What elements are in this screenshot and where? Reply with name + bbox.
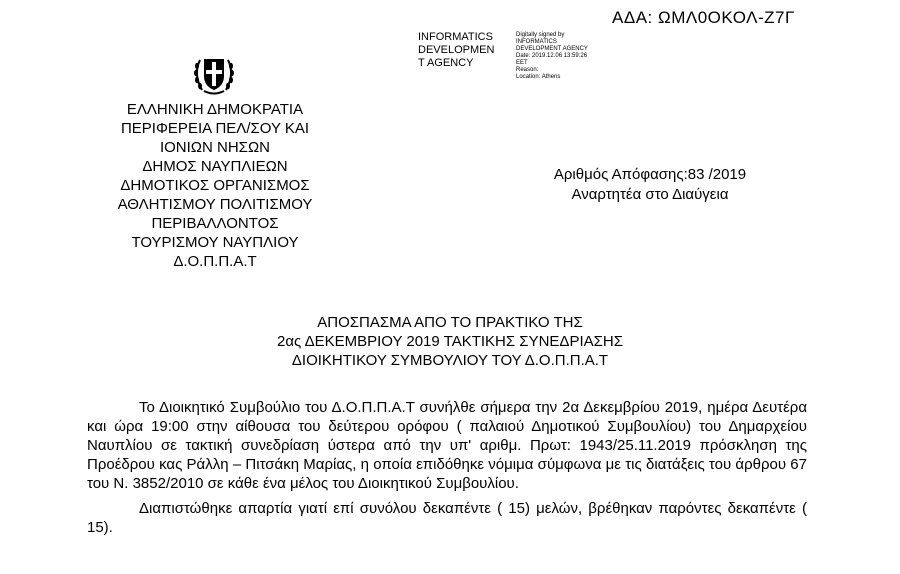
body-paragraph: Διαπιστώθηκε απαρτία γιατί επί συνόλου δεκαπέντε ( 15) μελών, βρέθηκαν παρόντες δεκαπέντε ( 15). (87, 500, 807, 536)
signature-detail-line: DEVELOPMENT AGENCY (516, 46, 588, 52)
extract-line: ΔΙΟΙΚΗΤΙΚΟΥ ΣΥΜΒΟΥΛΙΟΥ ΤΟΥ Δ.Ο.Π.Π.Α.Τ (291, 352, 609, 369)
digital-signature-details (516, 32, 588, 81)
decision-number: Αριθμός Απόφασης:83 /2019 (553, 166, 747, 183)
body-paragraph: Το Διοικητικό Συμβούλιο του Δ.Ο.Π.Π.Α.Τ συνήλθε σήμερα την 2α Δεκεμβρίου 2019, ημέρα Δευτέρα και ώρα 19:00 στην αίθουσα του δεύτερου ορόφου ( παλαιού Δημοτικού Συμβουλίου) του Δημαρχείου Ναυπλίου σε τακτική συνεδρίαση ύστερα από την υπ' αριθμ. Πρωτ: 1943/25.11.2019 πρόσκληση της Προέδρου κας Ράλλη – Πιτσάκη Μαρίας, η οποία επιδόθηκε νόμιμα σύμφωνα με τις διατάξεις του άρθρου 67 του Ν. 3852/2010 σε κάθε ένα μέλος του Διοικητικού Συμβουλίου. (87, 399, 807, 492)
authority-line: ΙΟΝΙΩΝ ΝΗΣΩΝ (159, 139, 271, 156)
extract-heading (170, 313, 730, 370)
signature-detail-line: Digitally signed by (516, 32, 565, 38)
decision-info (520, 165, 780, 205)
greek-coat-of-arms-icon (190, 52, 238, 96)
signature-detail-line: EET (516, 60, 528, 66)
authority-line: ΔΗΜΟΣ ΝΑΥΠΛΙΕΩΝ (142, 158, 288, 175)
signature-org-line: INFORMATICS (418, 31, 493, 43)
signature-org-line: T AGENCY (418, 57, 474, 69)
extract-line: ΑΠΟΣΠΑΣΜΑ ΑΠΟ ΤΟ ΠΡΑΚΤΙΚΟ ΤΗΣ (317, 314, 583, 331)
document-body (87, 398, 807, 543)
extract-line: 2ας ΔΕΚΕΜΒΡΙΟΥ 2019 ΤΑΚΤΙΚΗΣ ΣΥΝΕΔΡΙΑΣΗΣ (277, 333, 623, 350)
signature-detail-line: Location: Athens (516, 74, 561, 80)
authority-line: ΕΛΛΗΝΙΚΗ ΔΗΜΟΚΡΑΤΙΑ (126, 101, 304, 118)
authority-line: ΠΕΡΙΒΑΛΛΟΝΤΟΣ (151, 215, 279, 232)
signature-org-line: DEVELOPMEN (418, 44, 495, 56)
authority-line: ΠΕΡΙΦΕΡΕΙΑ ΠΕΛ/ΣΟΥ ΚΑΙ (120, 120, 310, 137)
signature-detail-line: INFORMATICS (516, 39, 557, 45)
signature-detail-line: Date: 2019.12.06 13:59:26 (516, 53, 588, 59)
authority-line: Δ.Ο.Π.Π.Α.Τ (173, 253, 257, 270)
authority-line: ΑΘΛΗΤΙΣΜΟΥ ΠΟΛΙΤΙΣΜΟΥ (117, 196, 313, 213)
diavgeia-posting: Αναρτητέα στο Διαύγεια (571, 186, 729, 203)
authority-line: ΔΗΜΟΤΙΚΟΣ ΟΡΓΑΝΙΣΜΟΣ (120, 177, 310, 194)
issuing-authority (80, 100, 350, 271)
signature-detail-line: Reason: (516, 67, 539, 73)
ada-code: ΑΔΑ: ΩΜΛ0ΟΚΟΛ-Ζ7Γ (612, 8, 795, 27)
authority-line: ΤΟΥΡΙΣΜΟΥ ΝΑΥΠΛΙΟΥ (131, 234, 299, 251)
signature-organization (418, 31, 494, 70)
